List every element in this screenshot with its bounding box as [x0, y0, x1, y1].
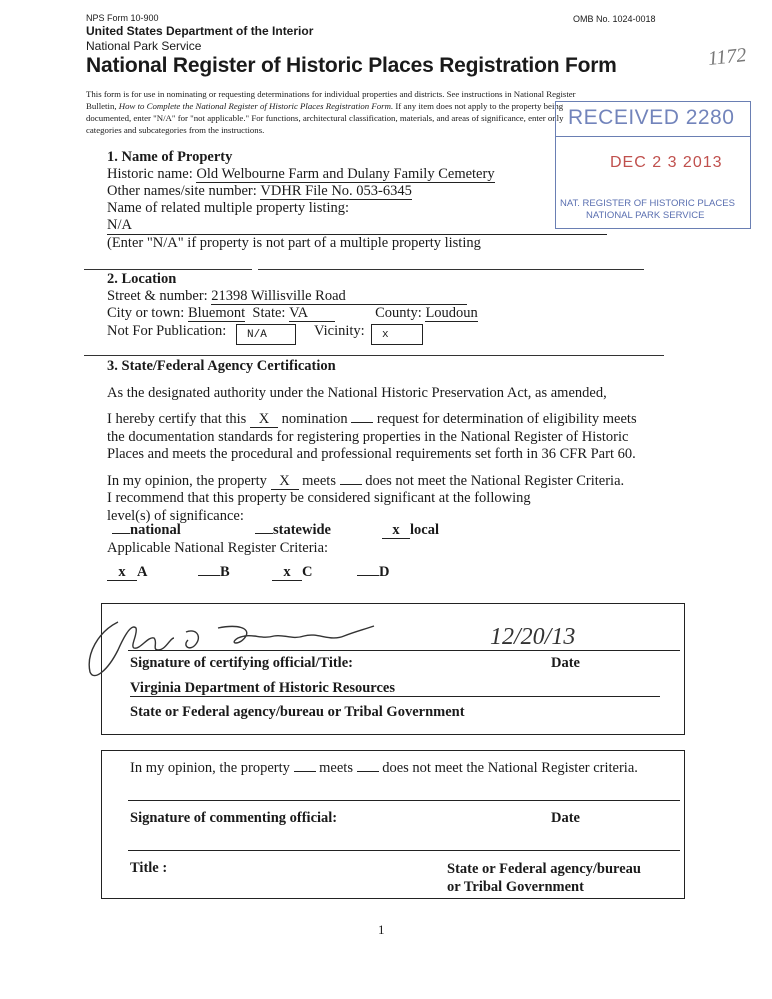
- divider: [84, 355, 664, 356]
- authority-statement: As the designated authority under the National Historic Preservation Act, as amended,: [107, 384, 607, 401]
- state-value: VA: [289, 306, 335, 322]
- state-label: State:: [252, 305, 286, 322]
- handwritten-number: 1172: [706, 44, 748, 70]
- commenting-date-label: Date: [551, 810, 580, 826]
- certify-text: I hereby certify that this: [107, 411, 247, 427]
- commenting-agency-line-2: or Tribal Government: [447, 879, 584, 895]
- signature-date-handwritten: 12/20/13: [490, 624, 576, 650]
- multiple-listing-row: [107, 200, 607, 217]
- section-3: [107, 358, 637, 525]
- commenting-title-label: Title :: [130, 860, 168, 876]
- divider: [258, 269, 644, 270]
- stamp-received: RECEIVED 2280: [568, 106, 735, 129]
- nomination-mark: X: [250, 412, 278, 428]
- local-mark: x: [382, 523, 410, 539]
- omb-number: OMB No. 1024-0018: [573, 14, 656, 24]
- section-2: [107, 271, 478, 322]
- section-3-heading: 3. State/Federal Agency Certification: [107, 358, 336, 374]
- stamp-divider: [556, 136, 750, 137]
- national-blank: [112, 533, 130, 534]
- request-label: request for determination of eligibility meets: [376, 411, 637, 427]
- historic-name-value: Old Welbourne Farm and Dulany Family Cemetery: [196, 166, 495, 182]
- city-row: [107, 305, 478, 322]
- certifying-date-label: Date: [551, 655, 580, 671]
- stamp-org-1: NAT. REGISTER OF HISTORIC PLACES: [560, 198, 735, 209]
- level-local: [382, 522, 439, 539]
- stamp-date: DEC 2 3 2013: [610, 154, 723, 171]
- criterion-b: [198, 564, 230, 581]
- criterion-c: [272, 564, 312, 581]
- commenting-not-meet-blank: [357, 771, 379, 772]
- commenting-title-line: [128, 850, 680, 851]
- intro-bulletin-title: How to Complete the National Register of Historic Places Registration Form.: [118, 101, 394, 111]
- opinion-line-3: level(s) of significance:: [107, 507, 244, 524]
- section-2-heading: 2. Location: [107, 271, 177, 287]
- opinion-line-2: I recommend that this property be considered significant at the following: [107, 490, 531, 506]
- street-row: [107, 288, 478, 305]
- criteria-label: Applicable National Register Criteria:: [107, 540, 329, 556]
- section-1-note: (Enter "N/A" if property is not part of a multiple property listing: [107, 235, 481, 252]
- other-names-row: [107, 183, 607, 200]
- intro-line-1: This form is for use in nominating or requesting determinations for individual properties and districts. See instructions in National Register: [86, 89, 576, 99]
- national-label: national: [130, 522, 181, 538]
- certify-line-1: [107, 411, 637, 429]
- multiple-listing-label: Name of related multiple property listing:: [107, 200, 350, 217]
- historic-name-row: [107, 166, 607, 183]
- county-value: Loudoun: [425, 305, 478, 322]
- historic-name-label: Historic name:: [107, 166, 193, 182]
- commenting-meets-label: meets: [319, 760, 353, 776]
- commenting-opinion-text: In my opinion, the property: [130, 760, 290, 776]
- criterion-b-blank: [198, 575, 220, 576]
- not-meet-label: does not meet the National Register Criteria.: [365, 472, 625, 489]
- criterion-a-mark: x: [107, 565, 137, 581]
- section-1: [107, 149, 607, 252]
- intro-apply: If any item does not apply to the property being: [395, 101, 564, 111]
- stamp-org-2: NATIONAL PARK SERVICE: [586, 210, 705, 221]
- criterion-a: [107, 564, 147, 581]
- not-meet-blank: [340, 484, 362, 485]
- certifying-agency-label: State or Federal agency/bureau or Tribal Government: [130, 704, 465, 720]
- agency-name: Virginia Department of Historic Resources: [130, 681, 660, 697]
- city-label: City or town:: [107, 305, 185, 322]
- criterion-b-label: B: [220, 564, 230, 580]
- criterion-c-label: C: [302, 564, 313, 580]
- criterion-d-blank: [357, 575, 379, 576]
- county-label: County:: [375, 305, 422, 322]
- section-1-heading: 1. Name of Property: [107, 149, 233, 165]
- local-label: local: [410, 522, 439, 538]
- criterion-a-label: A: [137, 564, 148, 580]
- meets-mark: X: [271, 474, 299, 490]
- statewide-label: statewide: [273, 522, 331, 538]
- commenting-signature-line: [128, 800, 680, 801]
- certifying-signature-label: Signature of certifying official/Title:: [130, 655, 353, 671]
- vicinity-label: Vicinity:: [314, 323, 365, 339]
- not-for-publication-field: N/A: [236, 324, 296, 345]
- certify-line-2: the documentation standards for registering properties in the National Register of Historic: [107, 428, 629, 445]
- intro-bulletin: Bulletin,: [86, 101, 117, 111]
- criterion-d-label: D: [379, 564, 390, 580]
- commenting-agency: [447, 860, 641, 896]
- street-label: Street & number:: [107, 288, 208, 304]
- not-for-publication-label: Not For Publication:: [107, 323, 227, 339]
- other-names-value: VDHR File No. 053-6345: [260, 183, 412, 200]
- level-statewide: [255, 522, 331, 539]
- certify-line-3: Places and meets the procedural and professional requirements set forth in 36 CFR Part 60.: [107, 446, 636, 462]
- city-value: Bluemont: [187, 305, 246, 322]
- request-blank: [351, 422, 373, 423]
- opinion-text: In my opinion, the property: [107, 472, 267, 489]
- form-number: NPS Form 10-900: [86, 13, 159, 23]
- intro-line-4: categories and subcategories from the instructions.: [86, 125, 265, 135]
- signature-line: [128, 650, 680, 651]
- other-names-label: Other names/site number:: [107, 183, 257, 200]
- multiple-listing-value: N/A: [107, 217, 607, 235]
- criterion-d: [357, 564, 389, 581]
- statewide-blank: [255, 533, 273, 534]
- commenting-opinion: [130, 760, 638, 777]
- intro-line-3: documented, enter "N/A" for "not applicable." For functions, architectural classification, materials, and areas of significance, enter only: [86, 113, 564, 123]
- opinion-line-1: [107, 473, 637, 491]
- certifying-agency-value: [130, 680, 660, 697]
- nomination-label: nomination: [281, 411, 348, 427]
- service-name: National Park Service: [86, 39, 202, 53]
- form-title: National Register of Historic Places Registration Form: [86, 54, 617, 77]
- meets-label: meets: [302, 472, 336, 489]
- commenting-not-meet-label: does not meet the National Register criteria.: [382, 760, 638, 776]
- street-value: 21398 Willisville Road: [211, 289, 467, 305]
- commenting-signature-label: Signature of commenting official:: [130, 810, 338, 826]
- department-name: United States Department of the Interior: [86, 24, 314, 38]
- divider: [84, 269, 252, 270]
- commenting-meets-blank: [294, 771, 316, 772]
- commenting-agency-line-1: State or Federal agency/bureau: [447, 861, 641, 877]
- criterion-c-mark: x: [272, 565, 302, 581]
- vicinity-field: x: [371, 324, 423, 345]
- page-number: 1: [378, 922, 385, 937]
- level-national: [112, 522, 181, 539]
